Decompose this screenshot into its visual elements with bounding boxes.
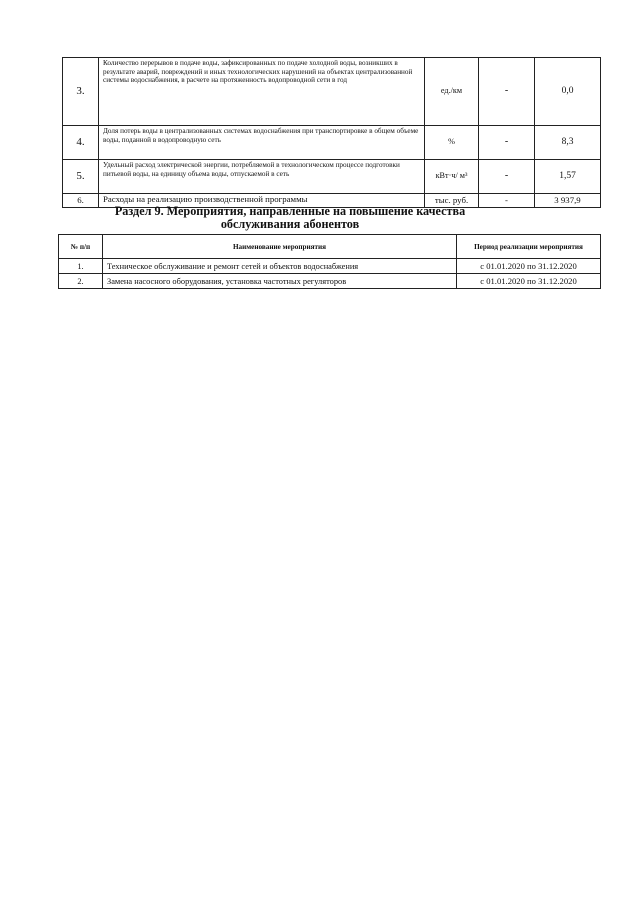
indicator-base-value: - bbox=[479, 58, 535, 126]
row-number: 4. bbox=[63, 126, 99, 160]
indicator-description: Удельный расход электрической энергии, потребляемой в технологическом процессе подготовки питьевой воды, на единицу объема воды, отпускаемой в сеть bbox=[99, 160, 425, 194]
indicator-base-value: - bbox=[479, 126, 535, 160]
indicator-unit: тыс. руб. bbox=[425, 194, 479, 208]
row-number: 3. bbox=[63, 58, 99, 126]
row-number: 6. bbox=[63, 194, 99, 208]
table-row bbox=[59, 274, 601, 289]
row-number: 1. bbox=[59, 259, 103, 274]
row-number: 5. bbox=[63, 160, 99, 194]
indicator-unit: % bbox=[425, 126, 479, 160]
section-heading-line-1: Раздел 9. Мероприятия, направленные на повышение качества bbox=[114, 204, 466, 218]
indicator-description: Расходы на реализацию производственной программы bbox=[99, 194, 425, 208]
indicator-unit: ед./км bbox=[425, 58, 479, 126]
measure-name: Замена насосного оборудования, установка частотных регуляторов bbox=[103, 274, 457, 289]
indicator-description: Количество перерывов в подаче воды, зафиксированных по подаче холодной воды, возникших в результате аварий, повреждений и иных технологических нарушений на объектах централизованной системы водоснабжения, в расчете на протяженность водопроводной сети в год bbox=[99, 58, 425, 126]
section-heading-line-2: обслуживания абонентов bbox=[220, 217, 360, 231]
measures-table bbox=[58, 234, 601, 289]
column-header-number: № п/п bbox=[59, 235, 103, 259]
indicator-description: Доля потерь воды в централизованных системах водоснабжения при транспортировке в общем объеме воды, поданной в водопроводную сеть bbox=[99, 126, 425, 160]
indicators-table bbox=[62, 57, 601, 208]
measure-period: с 01.01.2020 по 31.12.2020 bbox=[457, 274, 601, 289]
row-number: 2. bbox=[59, 274, 103, 289]
indicator-value: 8,3 bbox=[535, 126, 601, 160]
indicator-value: 1,57 bbox=[535, 160, 601, 194]
measure-name: Техническое обслуживание и ремонт сетей и объектов водоснабжения bbox=[103, 259, 457, 274]
indicator-unit: кВт·ч/ м³ bbox=[425, 160, 479, 194]
indicator-value: 3 937,9 bbox=[535, 194, 601, 208]
table-row bbox=[63, 126, 601, 160]
column-header-name: Наименование мероприятия bbox=[103, 235, 457, 259]
measure-period: с 01.01.2020 по 31.12.2020 bbox=[457, 259, 601, 274]
column-header-period: Период реализации мероприятия bbox=[457, 235, 601, 259]
table-row bbox=[63, 160, 601, 194]
indicator-value: 0,0 bbox=[535, 58, 601, 126]
table-row bbox=[59, 259, 601, 274]
table-header-row bbox=[59, 235, 601, 259]
indicator-base-value: - bbox=[479, 194, 535, 208]
section-heading bbox=[60, 205, 520, 231]
table-row bbox=[63, 58, 601, 126]
indicator-base-value: - bbox=[479, 160, 535, 194]
